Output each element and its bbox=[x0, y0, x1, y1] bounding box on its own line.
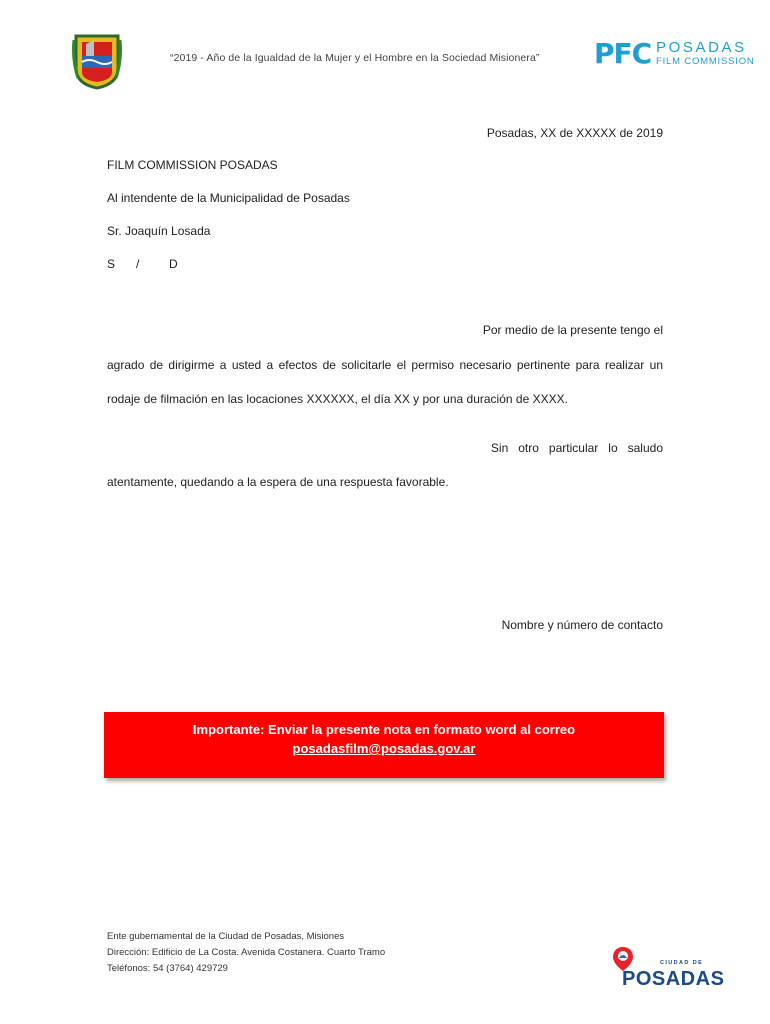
paragraph2-line2: atentamente, quedando a la espera de una respuesta favorable. bbox=[107, 475, 449, 489]
pfc-logo-subtitle: FILM COMMISSION bbox=[656, 56, 755, 67]
footer-line1: Ente gubernamental de la Ciudad de Posadas, Misiones bbox=[107, 931, 345, 942]
paragraph1-line2: agrado de dirigirme a usted a efectos de solicitarle el permiso necesario pertinente para realizar un bbox=[107, 358, 663, 372]
paragraph1-line3: rodaje de filmación en las locaciones XXXXXX, el día XX y por una duración de XXXX. bbox=[107, 392, 568, 406]
pfc-logo bbox=[594, 38, 754, 74]
footer-line2: Dirección: Edificio de La Costa. Avenida Costanera. Cuarto Tramo bbox=[107, 947, 386, 958]
city-logo bbox=[608, 946, 725, 990]
paragraph1-line1: Por medio de la presente tengo el bbox=[482, 323, 663, 337]
sd-slash: / bbox=[136, 257, 140, 271]
pfc-logo-title: POSADAS bbox=[656, 39, 747, 56]
pfc-logo-mark: PFC bbox=[594, 37, 652, 70]
city-logo-big: POSADAS bbox=[622, 968, 725, 990]
city-logo-small: CIUDAD DE bbox=[660, 960, 704, 966]
recipient-org: FILM COMMISSION POSADAS bbox=[107, 158, 278, 172]
recipient-name: Sr. Joaquín Losada bbox=[107, 224, 211, 238]
municipal-crest-icon bbox=[72, 30, 122, 90]
salutation-sd bbox=[107, 257, 187, 273]
sd-d: D bbox=[169, 257, 178, 271]
paragraph2-line1: Sin otro particular lo saludo bbox=[490, 441, 663, 455]
sd-s: S bbox=[107, 257, 116, 271]
notice-email-link[interactable]: posadasfilm@posadas.gov.ar bbox=[292, 741, 476, 756]
signature-line: Nombre y número de contacto bbox=[501, 618, 663, 632]
important-notice bbox=[104, 712, 664, 778]
notice-text: Importante: Enviar la presente nota en formato word al correo bbox=[192, 722, 576, 737]
date-line: Posadas, XX de XXXXX de 2019 bbox=[486, 126, 663, 140]
header-motto: “2019 - Año de la Igualdad de la Mujer y el Hombre en la Sociedad Misionera” bbox=[170, 52, 540, 64]
recipient-line: Al intendente de la Municipalidad de Posadas bbox=[107, 191, 350, 205]
footer-line3: Teléfonos: 54 (3764) 429729 bbox=[107, 963, 228, 974]
